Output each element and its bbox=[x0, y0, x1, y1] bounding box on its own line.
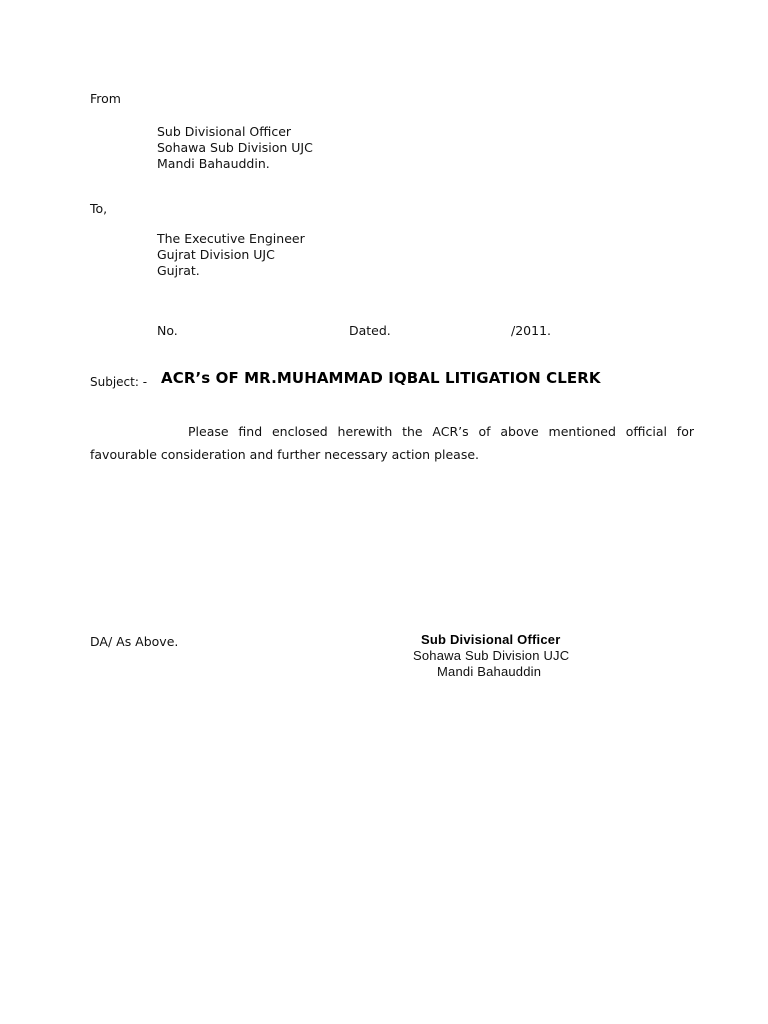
subject-title: ACR’s OF MR.MUHAMMAD IQBAL LITIGATION CLERK bbox=[161, 369, 601, 387]
to-label: To, bbox=[90, 201, 108, 216]
body-line-1: Please find enclosed herewith the ACR’s of above mentioned official for bbox=[188, 424, 694, 439]
ref-year: /2011. bbox=[511, 323, 551, 338]
sender-line-3: Mandi Bahauddin. bbox=[157, 156, 270, 171]
signature-line-2: Sohawa Sub Division UJC bbox=[413, 648, 570, 663]
enclosure-note: DA/ As Above. bbox=[90, 634, 179, 649]
sender-line-2: Sohawa Sub Division UJC bbox=[157, 140, 313, 155]
recipient-line-3: Gujrat. bbox=[157, 263, 200, 278]
body-line-2: favourable consideration and further necessary action please. bbox=[90, 447, 480, 462]
from-label: From bbox=[90, 91, 121, 106]
signature-title: Sub Divisional Officer bbox=[421, 632, 561, 647]
ref-dated-label: Dated. bbox=[349, 323, 391, 338]
recipient-line-1: The Executive Engineer bbox=[157, 231, 305, 246]
ref-no-label: No. bbox=[157, 323, 178, 338]
subject-label: Subject: - bbox=[90, 375, 148, 389]
recipient-line-2: Gujrat Division UJC bbox=[157, 247, 275, 262]
signature-line-3: Mandi Bahauddin bbox=[437, 664, 542, 679]
sender-line-1: Sub Divisional Officer bbox=[157, 124, 292, 139]
